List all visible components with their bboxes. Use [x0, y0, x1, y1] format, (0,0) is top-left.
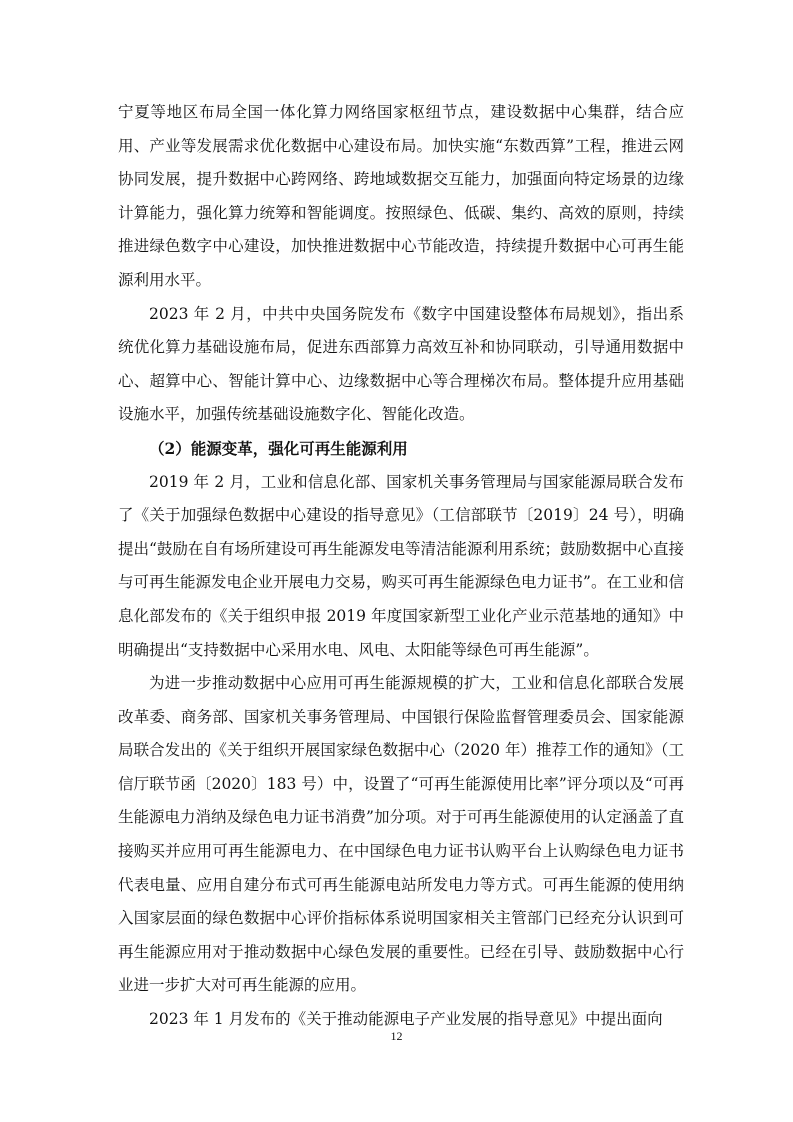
paragraph-5: 2023 年 1 月发布的《关于推动能源电子产业发展的指导意见》中提出面向: [149, 1010, 663, 1029]
paragraph-4: 为进一步推动数据中心应用可再生能源规模的扩大，工业和信息化部联合发展改革委、商务部、国家机关事务管理局、中国银行保险监督管理委员会、国家能源局联合发出的《关于组织开展国家绿色数据中心（2020 年）推荐工作的通知》（工信厅联节函〔2020〕183 号）中，设置了“可再生能源使用比率”评分项以及“可再生能源电力消纳及绿色电力证书消费”加分项。对于可再生能源使用的认定涵盖了直接购买并应用可再生能源电力、在中国绿色电力证书认购平台上认购绿色电力证书代表电量、应用自建分布式可再生能源电站所发电力等方式。可再生能源的使用纳入国家层面的绿色数据中心评价指标体系说明国家相关主管部门已经充分认识到可再生能源应用对于推动数据中心绿色发展的重要性。已经在引导、鼓励数据中心行业进一步扩大对可再生能源的应用。: [118, 674, 684, 995]
page-number: 12: [390, 1029, 403, 1043]
paragraph-1: 宁夏等地区布局全国一体化算力网络国家枢纽节点，建设数据中心集群，结合应用、产业等发展需求优化数据中心建设布局。加快实施“东数西算”工程，推进云网协同发展，提升数据中心跨网络、跨地域数据交互能力，加强面向特定场景的边缘计算能力，强化算力统筹和智能调度。按照绿色、低碳、集约、高效的原则，持续推进绿色数字中心建设，加快推进数据中心节能改造，持续提升数据中心可再生能源利用水平。: [118, 103, 684, 289]
body-text: [118, 96, 684, 1037]
paragraph-2: 2023 年 2 月，中共中央国务院发布《数字中国建设整体布局规划》，指出系统优化算力基础设施布局，促进东西部算力高效互补和协同联动，引导通用数据中心、超算中心、智能计算中心、边缘数据中心等合理梯次布局。整体提升应用基础设施水平，加强传统基础设施数字化、智能化改造。: [118, 304, 684, 424]
section-heading: （2）能源变革，强化可再生能源利用: [149, 438, 408, 458]
paragraph-3: 2019 年 2 月，工业和信息化部、国家机关事务管理局与国家能源局联合发布了《关于加强绿色数据中心建设的指导意见》（工信部联节〔2019〕24 号），明确提出“鼓励在自有场所建设可再生能源发电等清洁能源利用系统；鼓励数据中心直接与可再生能源发电企业开展电力交易，购买可再生能源绿色电力证书”。在工业和信息化部发布的《关于组织申报 2019 年度国家新型工业化产业示范基地的通知》中明确提出“支持数据中心采用水电、风电、太阳能等绿色可再生能源”。: [118, 472, 684, 659]
